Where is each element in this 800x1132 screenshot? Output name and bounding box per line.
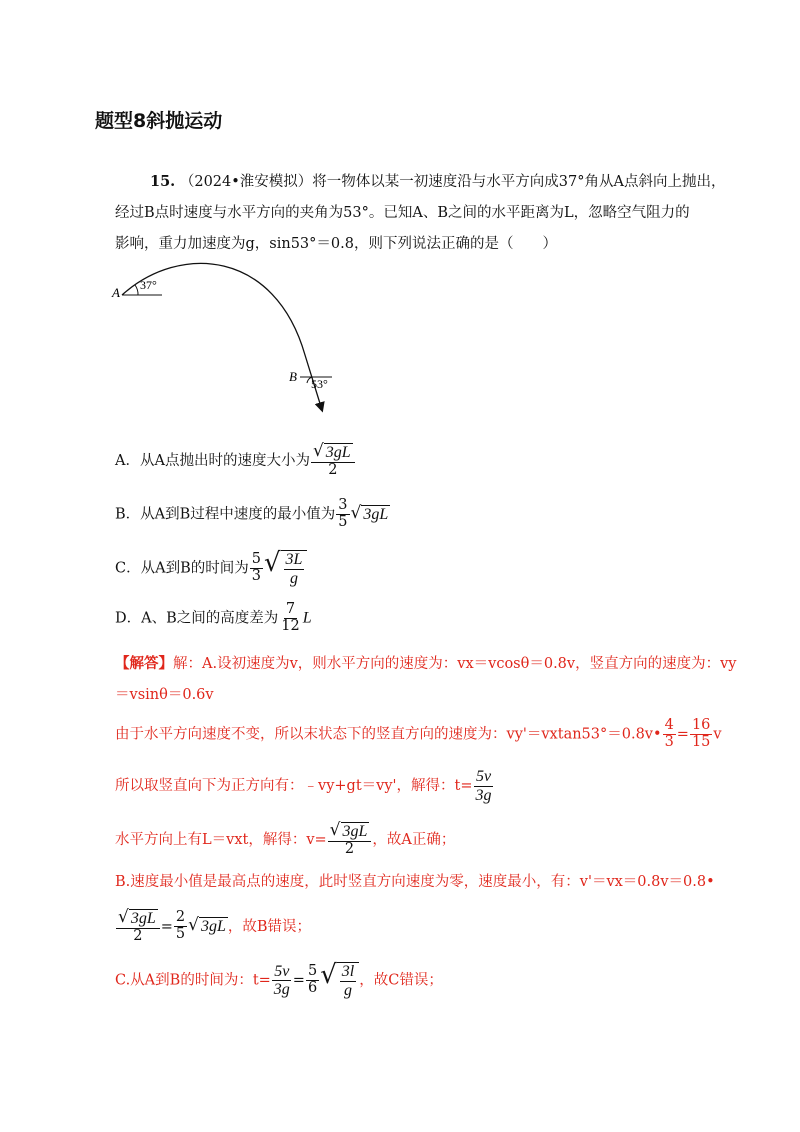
question-text-1: （2024•淮安模拟）将一物体以某一初速度沿与水平方向成37°角从A点斜向上抛出， (179, 174, 726, 190)
answer-6-den: 2 (133, 927, 143, 944)
option-c-sqrt-numerator: 3L (285, 551, 303, 568)
question-line-1 (150, 172, 725, 192)
answer-line-2 (115, 718, 722, 751)
option-c-sqrt-denominator: g (290, 569, 298, 587)
angle-a-text: 37° (140, 278, 157, 292)
label-b: B (289, 369, 297, 384)
answer-text-4: 水平方向上有L＝vxt，解得：v= (115, 831, 327, 848)
answer-6-frac-num: 2 (175, 909, 186, 926)
question-line-3: 影响，重力加速度为g，sin53°＝0.8，则下列说法正确的是（ ） (115, 236, 557, 252)
answer-line-7: C.从A到B的时间为：t= $\frac{5v}{3g}$ = $\frac{5}{6}$ √ $\frac{3l}{g}$ ，故C错误； (115, 960, 443, 999)
option-d-numerator: 7 (285, 601, 296, 617)
answer-line-4: 水平方向上有L＝vxt，解得：v= √ 3gL 2 ，故A正确； (115, 820, 456, 857)
option-c-text: C．从A到B的时间为 (115, 560, 249, 577)
answer-7-frac1-num: 5v (274, 962, 290, 980)
option-a (115, 443, 356, 479)
answer-3-den: 3g (475, 786, 492, 804)
option-b-denominator: 5 (338, 513, 348, 530)
answer-7-sqrt-num: 3l (341, 963, 355, 980)
answer-line-3 (115, 768, 495, 804)
option-b-radicand: 3gL (363, 505, 389, 523)
angle-arc-a (135, 285, 138, 295)
answer-2-frac2-den: 15 (691, 733, 711, 750)
answer-4-radicand: 3gL (342, 823, 368, 840)
label-a: A (112, 285, 120, 300)
answer-text-1a: 解：A.设初速度为v，则水平方向的速度为：vx＝vcosθ＝0.8v，竖直方向的速度为：vy (173, 656, 737, 672)
answer-6-radicand: 3gL (130, 910, 156, 927)
answer-6-frac-den: 5 (175, 926, 186, 943)
option-c-denominator: 3 (251, 568, 261, 585)
option-a-text: A．从A点抛出时的速度大小为 (115, 452, 310, 469)
answer-line-1 (115, 652, 737, 673)
question-number: 15. (150, 173, 176, 190)
answer-tag: 【解答】 (115, 655, 173, 672)
option-b-numerator: 3 (338, 497, 348, 513)
answer-7-equals: = (292, 972, 305, 989)
option-a-denominator: 2 (328, 461, 338, 478)
option-d-text: D．A、B之间的高度差为 (115, 610, 279, 627)
answer-7-frac1-den: 3g (273, 981, 290, 999)
answer-2-end: v (713, 726, 722, 743)
answer-text-2: 由于水平方向速度不变，所以末状态下的竖直方向的速度为：vy'＝vxtan53°＝0.8v• (115, 726, 662, 743)
option-c-fraction (250, 552, 263, 585)
answer-6-equals: = (160, 918, 173, 935)
answer-2-frac1-num: 4 (664, 717, 674, 733)
answer-6-radicand-2: 3gL (200, 918, 226, 936)
answer-3-num: 5v (475, 768, 492, 785)
answer-2-frac1-den: 3 (664, 733, 674, 750)
answer-2-frac2-num: 16 (691, 717, 711, 733)
angle-b-text: 53° (311, 377, 328, 391)
answer-2-equals: = (676, 726, 689, 743)
option-b: B．从A到B过程中速度的最小值为 $\frac{3}{5}$ √ 3gL (115, 497, 389, 530)
answer-7-frac2-num: 5 (307, 963, 318, 980)
option-c: C．从A到B的时间为 $\frac{5}{3}$ √ $\frac{3L}{g}$ (115, 550, 307, 587)
option-d-fraction (279, 602, 301, 635)
answer-7-frac2-den: 6 (307, 980, 318, 997)
option-d (115, 602, 312, 635)
option-a-radicand: 3gL (325, 444, 351, 461)
answer-line-6: √ 3gL 2 = $\frac{2}{5}$ √ 3gL ，故B错误； (118, 907, 312, 944)
option-c-numerator: 5 (251, 551, 261, 568)
option-d-denominator: 12 (281, 617, 300, 634)
option-b-fraction (336, 498, 349, 531)
option-b-text: B．从A到B过程中速度的最小值为 (115, 506, 336, 523)
option-d-L: L (302, 609, 312, 627)
answer-7-sqrt-den: g (343, 981, 352, 999)
answer-4-end: ，故A正确； (372, 831, 456, 848)
trajectory-figure (100, 255, 360, 420)
answer-text-3: 所以取竖直向下为正方向有：﹣vy+gt＝vy'，解得：t= (115, 778, 473, 795)
section-title: 题型8斜抛运动 (95, 110, 223, 132)
answer-text-7: C.从A到B的时间为：t= (115, 972, 271, 989)
answer-4-den: 2 (344, 840, 355, 857)
answer-6-end: ，故B错误； (227, 918, 312, 935)
question-line-2: 经过B点时速度与水平方向的夹角为53°。已知A、B之间的水平距离为L，忽略空气阻力的 (115, 205, 690, 221)
option-a-fraction: √ 3gL 2 (311, 443, 355, 479)
answer-line-5: B.速度最小值是最高点的速度，此时竖直方向速度为零，速度最小，有：v'＝vx＝0.8v＝0.8• (115, 874, 715, 890)
answer-7-end: ，故C错误； (359, 972, 443, 989)
answer-line-1b: ＝vsinθ＝0.6v (115, 687, 214, 703)
